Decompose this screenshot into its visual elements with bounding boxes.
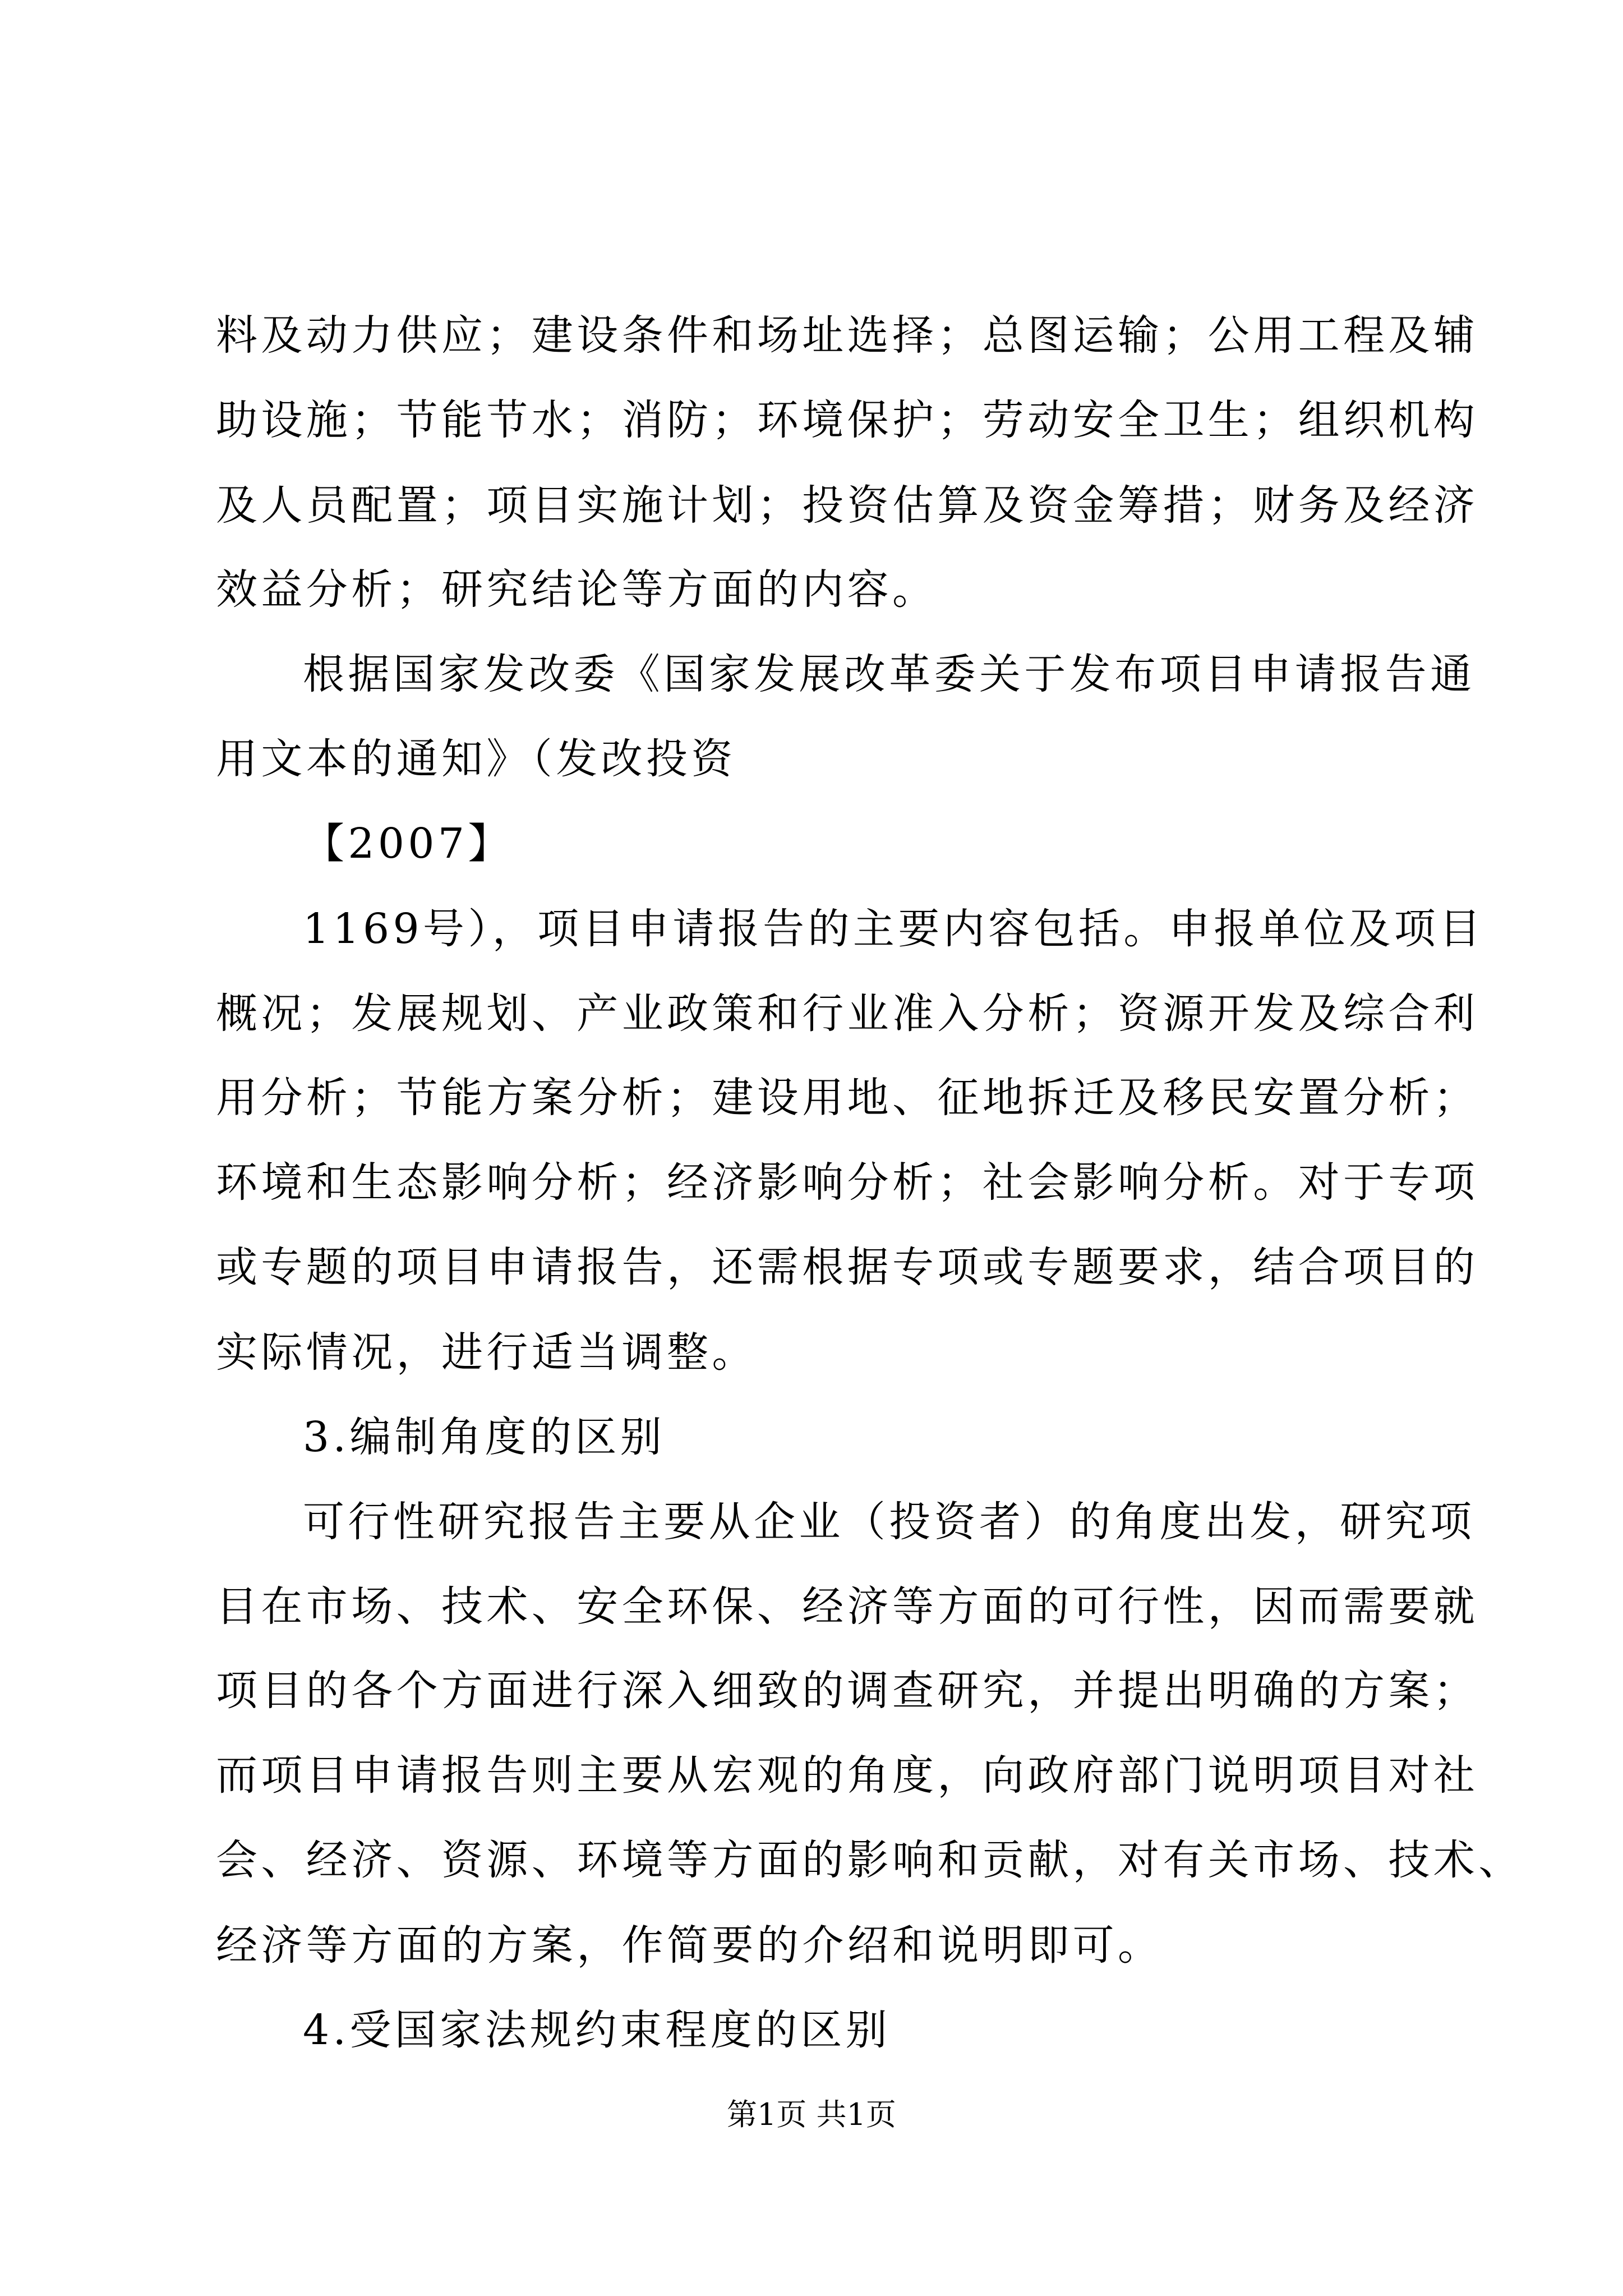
text-line: 助设施；节能节水；消防；环境保护；劳动安全卫生；组织机构	[216, 396, 1479, 444]
text-line: 及人员配置；项目实施计划；投资估算及资金筹措；财务及经济	[216, 481, 1479, 530]
text-line: 概况；发展规划、产业政策和行业准入分析；资源开发及综合利	[216, 990, 1479, 1038]
text-line: 项目的各个方面进行深入细致的调查研究，并提出明确的方案；	[216, 1667, 1479, 1715]
text-line: 1169号），项目申请报告的主要内容包括。申报单位及项目	[303, 905, 1484, 953]
text-line: 料及动力供应；建设条件和场址选择；总图运输；公用工程及辅	[216, 311, 1479, 360]
text-line: 会、经济、资源、环境等方面的影响和贡献，对有关市场、技术、	[216, 1836, 1524, 1884]
text-line: 用分析；节能方案分析；建设用地、征地拆迁及移民安置分析；	[216, 1074, 1479, 1122]
text-line: 可行性研究报告主要从企业（投资者）的角度出发，研究项	[303, 1498, 1476, 1546]
text-line: 用文本的通知》（发改投资	[216, 735, 736, 783]
text-line: 根据国家发改委《国家发展改革委关于发布项目申请报告通	[303, 650, 1476, 698]
text-line: 环境和生态影响分析；经济影响分析；社会影响分析。对于专项	[216, 1158, 1479, 1207]
section-heading: 4.受国家法规约束程度的区别	[303, 2006, 891, 2054]
text-line: 【2007】	[303, 820, 513, 868]
text-line: 而项目申请报告则主要从宏观的角度，向政府部门说明项目对社	[216, 1751, 1479, 1800]
text-line: 或专题的项目申请报告，还需根据专项或专题要求，结合项目的	[216, 1243, 1479, 1291]
text-line: 目在市场、技术、安全环保、经济等方面的可行性，因而需要就	[216, 1582, 1479, 1631]
text-line: 效益分析；研究结论等方面的内容。	[216, 565, 938, 614]
section-heading: 3.编制角度的区别	[303, 1413, 666, 1461]
page-footer: 第1页 共1页	[727, 2097, 896, 2132]
text-line: 经济等方面的方案，作简要的介绍和说明即可。	[216, 1921, 1163, 1970]
text-line: 实际情况，进行适当调整。	[216, 1328, 757, 1377]
